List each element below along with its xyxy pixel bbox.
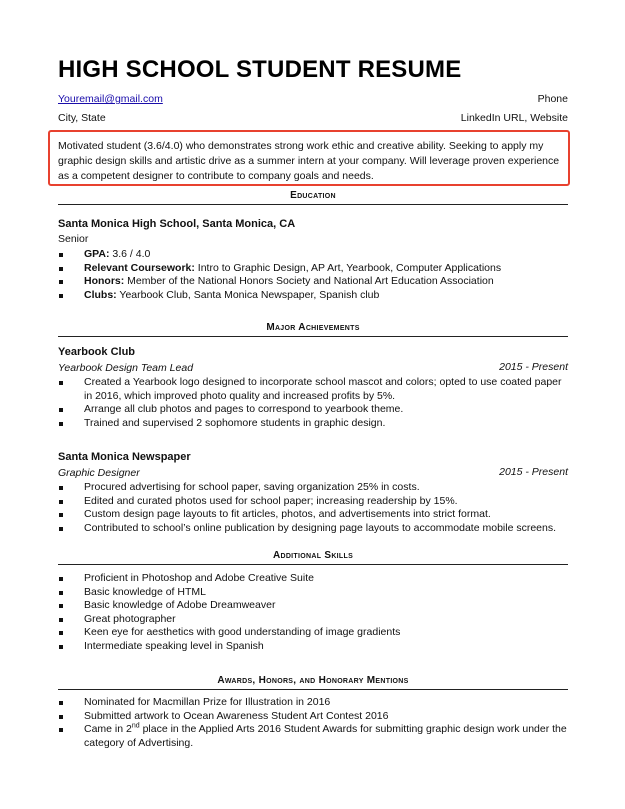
role-dates: 2015 - Present <box>499 361 568 373</box>
list-item: Relevant Coursework: Intro to Graphic Design, AP Art, Yearbook, Computer Applications <box>58 262 570 276</box>
awards-divider <box>58 689 568 690</box>
contact-row-2 <box>58 112 568 124</box>
awards-list <box>58 696 570 750</box>
list-item: Custom design page layouts to fit articles, photos, and advertisements into strict format. <box>58 508 570 522</box>
resume-title: HIGH SCHOOL STUDENT RESUME <box>58 56 462 83</box>
education-list <box>58 248 570 302</box>
yearbook-bullets <box>58 376 570 430</box>
list-item: Created a Yearbook logo designed to incorporate school mascot and colors; opted to use coated paper in 2016, which improved photo quality and increased profits by 5%. <box>58 376 570 403</box>
summary-box <box>48 130 570 186</box>
list-item: Keen eye for aesthetics with good understanding of image gradients <box>58 626 570 640</box>
skills-list <box>58 572 570 654</box>
org-name: Santa Monica Newspaper <box>58 451 191 463</box>
role-title: Yearbook Design Team Lead <box>58 362 194 374</box>
education-divider <box>58 204 568 205</box>
education-heading: Education <box>290 190 336 201</box>
list-item: Came in 2nd place in the Applied Arts 2016 Student Awards for submitting graphic design work under the category of Advertising. <box>58 723 570 750</box>
list-item: Basic knowledge of HTML <box>58 586 570 600</box>
skills-heading: Additional Skills <box>272 550 354 561</box>
links-text: LinkedIn URL, Website <box>460 112 568 124</box>
phone-text: Phone <box>537 93 568 105</box>
list-item: Edited and curated photos used for school paper; increasing readership by 15%. <box>58 495 570 509</box>
newspaper-bullets <box>58 481 570 535</box>
list-item: Basic knowledge of Adobe Dreamweaver <box>58 599 570 613</box>
awards-heading: Awards, Honors, and Honorary Mentions <box>217 675 409 686</box>
list-item: Nominated for Macmillan Prize for Illustration in 2016 <box>58 696 570 710</box>
list-item: Contributed to school’s online publication by designing page layouts to accommodate mobile screens. <box>58 522 570 536</box>
school-name: Santa Monica High School, Santa Monica, CA <box>58 218 296 230</box>
list-item: Trained and supervised 2 sophomore students in graphic design. <box>58 417 570 431</box>
list-item: Procured advertising for school paper, saving organization 25% in costs. <box>58 481 570 495</box>
summary-text: Motivated student (3.6/4.0) who demonstrates strong work ethic and creative ability. Seeking to apply my graphic design skills and artistic drive as a summer intern at your company. Will leverage proven experience as a competent designer to contribute to company goals and needs. <box>58 140 560 182</box>
location-text: City, State <box>58 112 106 124</box>
list-item: Submitted artwork to Ocean Awareness Student Art Contest 2016 <box>58 710 570 724</box>
role-dates: 2015 - Present <box>499 466 568 478</box>
role-title: Graphic Designer <box>58 467 140 479</box>
list-item: GPA: 3.6 / 4.0 <box>58 248 570 262</box>
skills-divider <box>58 564 568 565</box>
contact-row-1 <box>58 93 568 105</box>
school-level: Senior <box>58 233 89 245</box>
list-item: Clubs: Yearbook Club, Santa Monica Newspaper, Spanish club <box>58 289 570 303</box>
achievements-divider <box>58 336 568 337</box>
achievements-heading: Major Achievements <box>266 322 360 333</box>
list-item: Honors: Member of the National Honors Society and National Art Education Association <box>58 275 570 289</box>
org-name: Yearbook Club <box>58 346 136 358</box>
list-item: Great photographer <box>58 613 570 627</box>
list-item: Proficient in Photoshop and Adobe Creative Suite <box>58 572 570 586</box>
email-link[interactable]: Youremail@gmail.com <box>58 93 163 105</box>
list-item: Arrange all club photos and pages to correspond to yearbook theme. <box>58 403 570 417</box>
list-item: Intermediate speaking level in Spanish <box>58 640 570 654</box>
